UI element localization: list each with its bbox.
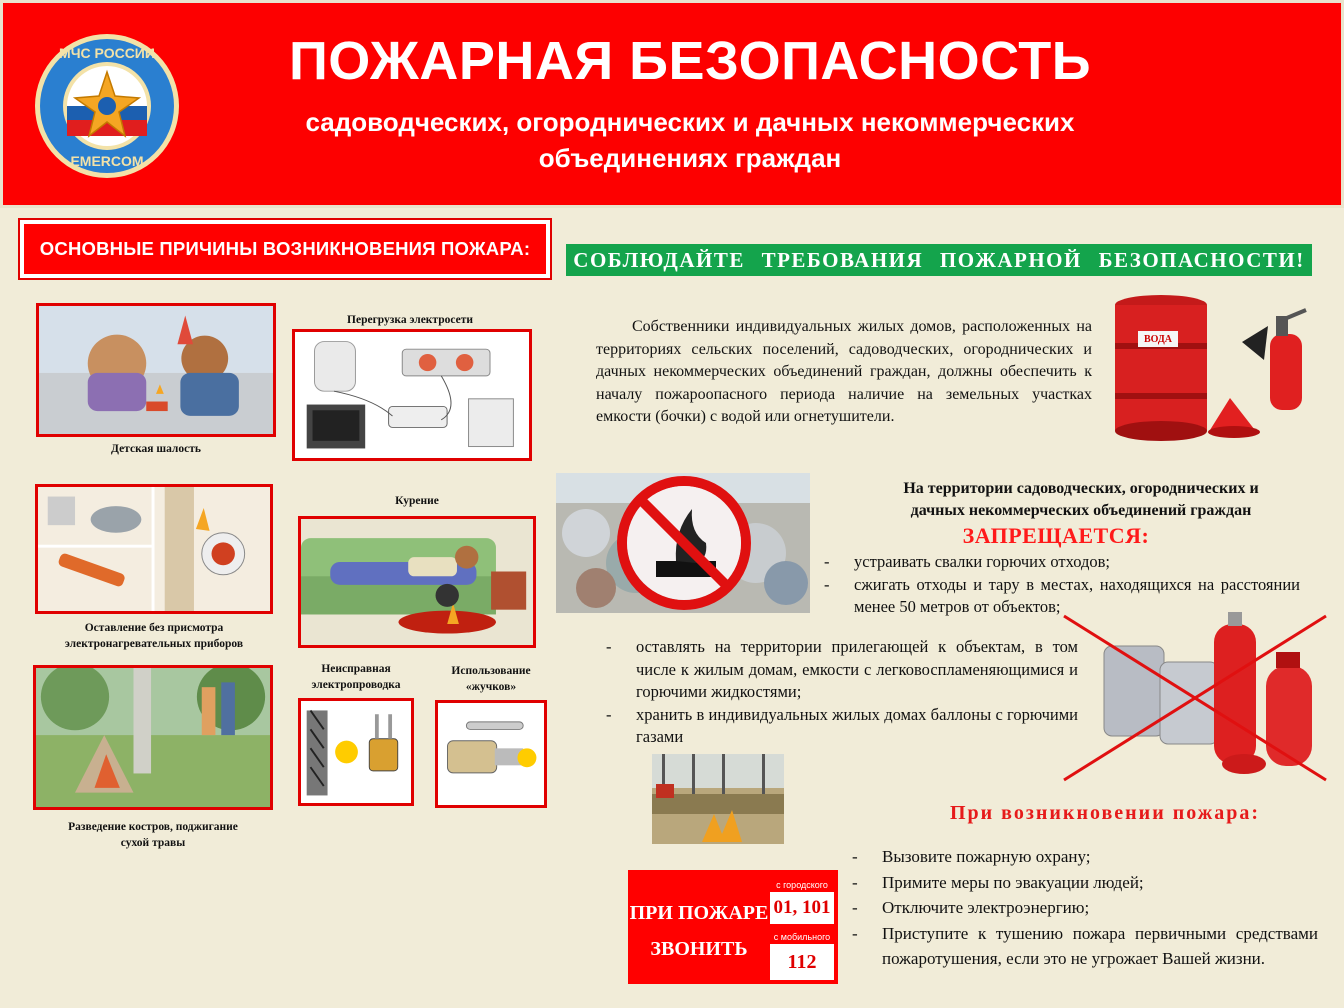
on-fire-title: При возникновении пожара: xyxy=(949,802,1261,824)
requirements-paragraph: Собственники индивидуальных жилых домов, расположенных на территориях сельских поселений, садоводческих, огороднических и дачных некоммерческих объединений граждан, должны обеспечить к началу пожароопасного периода наличие на земельных участках емкости (бочки) с водой или огнетушители. xyxy=(596,318,1092,425)
prohibited-item: - хранить в индивидуальных жилых домах баллоны с горючими газами xyxy=(604,704,1078,749)
subtitle-line: объединениях граждан xyxy=(538,143,842,173)
caption-line: Использование xyxy=(451,665,531,677)
prohibited-title: ЗАПРЕЩАЕТСЯ: xyxy=(962,523,1150,548)
grass-fire-photo xyxy=(652,754,784,844)
on-fire-item: - Отключите электроэнергию; xyxy=(850,895,1318,921)
svg-text:EMERCOM: EMERCOM xyxy=(70,153,144,169)
overload-illustration xyxy=(292,329,532,461)
faulty-wiring-caption xyxy=(300,661,412,693)
page-subtitle xyxy=(240,104,1140,176)
requirements-banner: СОБЛЮДАЙТЕ ТРЕБОВАНИЯ ПОЖАРНОЙ БЕЗОПАСНОСТИ! xyxy=(566,244,1312,276)
bonfire-caption xyxy=(33,819,273,851)
barrel-label: ВОДА xyxy=(1143,334,1173,345)
mobile-phone-number: 112 xyxy=(770,944,834,980)
prohibited-intro-line: На территории садоводческих, огороднических и xyxy=(903,480,1259,497)
call-text xyxy=(628,895,770,967)
smoking-illustration xyxy=(298,516,536,648)
water-barrel-image xyxy=(1112,293,1210,443)
gas-cylinders-crossed-image xyxy=(1060,606,1330,784)
overload-caption: Перегрузка электросети xyxy=(347,314,473,326)
city-phone-label: с городского xyxy=(776,880,828,890)
prohibited-intro xyxy=(846,478,1316,522)
unattended-heaters-illustration xyxy=(35,484,273,614)
prohibited-list-bottom xyxy=(604,636,1078,749)
caption-line: Неисправная xyxy=(321,663,391,675)
unattended-caption xyxy=(35,620,273,652)
child-play-illustration xyxy=(36,303,276,437)
on-fire-list xyxy=(850,844,1318,972)
caption-line: электронагревательных приборов xyxy=(64,638,244,650)
prohibited-item: - устраивать свалки горючих отходов; xyxy=(822,551,1300,574)
bonfire-illustration xyxy=(33,665,273,810)
caption-line: сухой травы xyxy=(120,837,186,849)
bugs-illustration xyxy=(435,700,547,808)
on-fire-item: - Примите меры по эвакуации людей; xyxy=(850,870,1318,896)
smoking-caption: Курение xyxy=(395,495,439,507)
caption-line: электропроводка xyxy=(311,679,401,691)
extinguisher-and-bucket-image xyxy=(1206,306,1322,446)
faulty-wiring-illustration xyxy=(298,698,414,806)
page-title: ПОЖАРНАЯ БЕЗОПАСНОСТЬ xyxy=(288,31,1092,91)
bugs-caption xyxy=(436,663,546,695)
on-fire-item: - Приступите к тушению пожара первичными средствами пожаротушения, если это не угрожает Вашей жизни. xyxy=(850,921,1318,972)
on-fire-item: - Вызовите пожарную охрану; xyxy=(850,844,1318,870)
garbage-dump-photo xyxy=(556,473,810,613)
prohibited-item: - сжигать отходы и тару в местах, находящихся на расстоянии менее 50 метров от объектов; xyxy=(822,574,1300,619)
call-line: ПРИ ПОЖАРЕ xyxy=(629,902,769,924)
prohibited-intro-line: дачных некоммерческих объединений граждан xyxy=(910,502,1252,519)
subtitle-line: садоводческих, огороднических и дачных некоммерческих xyxy=(305,107,1075,137)
mobile-phone-label: с мобильного xyxy=(773,932,831,942)
causes-heading: ОСНОВНЫЕ ПРИЧИНЫ ВОЗНИКНОВЕНИЯ ПОЖАРА: xyxy=(24,224,546,274)
emercom-emblem xyxy=(33,32,181,180)
causes-heading-box xyxy=(18,218,552,280)
prohibited-item: - оставлять на территории прилегающей к объектам, в том числе к жилым домам, емкости с легковоспламеняющимися и горючими жидкостями; xyxy=(604,636,1078,704)
caption-line: Разведение костров, поджигание xyxy=(68,821,238,833)
caption-line: «жучков» xyxy=(465,681,517,693)
svg-text:МЧС РОССИИ: МЧС РОССИИ xyxy=(59,45,155,61)
call-line: ЗВОНИТЬ xyxy=(650,938,748,960)
caption-line: Оставление без присмотра xyxy=(84,622,224,634)
city-phone-number: 01, 101 xyxy=(770,892,834,924)
child-play-caption: Детская шалость xyxy=(111,443,201,455)
